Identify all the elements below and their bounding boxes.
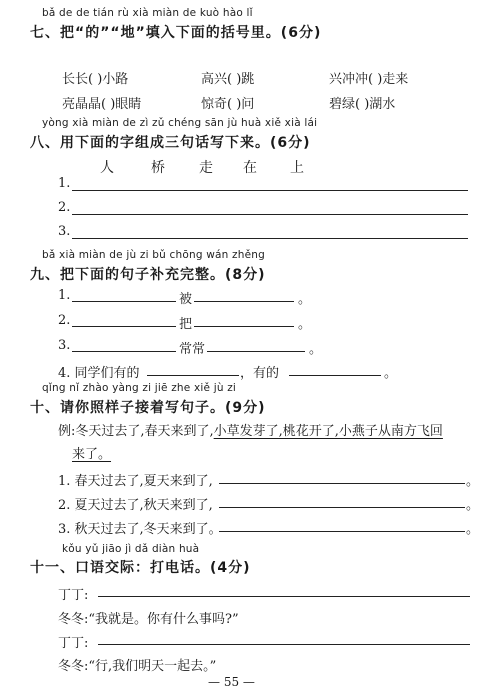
q10-example-prefix: 例:冬天过去了,春天来到了,	[58, 424, 214, 439]
q10-item-2: 2. 夏天过去了,秋天来到了,	[58, 498, 213, 513]
q10-answer-line-2[interactable]	[219, 507, 465, 508]
q10-item-3: 3. 秋天过去了,冬天来到了。	[58, 522, 222, 537]
q7-item-5: 惊奇( )问	[201, 97, 255, 112]
q8-answer-line-1[interactable]	[72, 190, 468, 191]
q8-char-1: 人	[100, 160, 114, 176]
q10-end-2: 。	[466, 498, 480, 513]
q9-num-1: 1.	[58, 288, 71, 303]
q9-num-2: 2.	[58, 313, 71, 328]
q9-word-3: 常常	[179, 342, 206, 357]
q7-heading: 七、把“的”“地”填入下面的括号里。(6分)	[30, 25, 322, 41]
q11-heading: 十一、口语交际：打电话。(4分)	[30, 560, 251, 576]
q7-pinyin: bǎ de de tián rù xià miàn de kuò hào lǐ	[42, 7, 253, 19]
q7-item-1: 长长( )小路	[62, 72, 129, 87]
q9-item-4-prefix: 4. 同学们有的	[58, 366, 140, 381]
q9-blank-1b[interactable]	[194, 301, 294, 302]
q8-num-3: 3.	[58, 224, 71, 239]
q10-example-underlined-cont: 来了。	[72, 447, 112, 462]
q10-answer-line-1[interactable]	[219, 483, 465, 484]
q8-answer-line-3[interactable]	[72, 238, 468, 239]
q11-line-4: 冬冬:“行,我们明天一起去。”	[58, 659, 217, 674]
q11-line-1-speaker: 丁丁:	[58, 588, 89, 603]
q10-end-1: 。	[466, 474, 480, 489]
q10-item-1: 1. 春天过去了,夏天来到了,	[58, 474, 213, 489]
q9-word-1: 被	[179, 292, 193, 307]
q9-blank-3b[interactable]	[207, 351, 305, 352]
q9-end-3: 。	[309, 342, 323, 357]
q10-heading: 十、请你照样子接着写句子。(9分)	[30, 400, 266, 416]
q10-example	[58, 420, 443, 439]
q11-line-3-speaker: 丁丁:	[58, 636, 89, 651]
q8-char-4: 在	[243, 160, 257, 176]
q11-line-2: 冬冬:“我就是。你有什么事吗?”	[58, 612, 239, 627]
q10-answer-line-3[interactable]	[219, 531, 465, 532]
q8-num-1: 1.	[58, 176, 71, 191]
q9-num-3: 3.	[58, 338, 71, 353]
q9-blank-3a[interactable]	[72, 351, 176, 352]
q8-char-2: 桥	[151, 160, 165, 176]
q9-word-2: 把	[179, 317, 193, 332]
q9-end-2: 。	[298, 317, 312, 332]
q8-char-3: 走	[199, 160, 213, 176]
q7-item-2: 高兴( )跳	[201, 72, 255, 87]
q9-item-4-mid: ，有的	[240, 366, 280, 381]
q10-pinyin: qǐng nǐ zhào yàng zi jiē zhe xiě jù zi	[42, 382, 237, 394]
q7-item-4: 亮晶晶( )眼睛	[62, 97, 142, 112]
q8-answer-line-2[interactable]	[72, 214, 468, 215]
q9-heading: 九、把下面的句子补充完整。(8分)	[30, 267, 266, 283]
q11-pinyin: kǒu yǔ jiāo jì dǎ diàn huà	[62, 543, 200, 555]
q8-char-5: 上	[290, 160, 304, 176]
q9-end-1: 。	[298, 292, 312, 307]
page-number: — 55 —	[208, 675, 255, 689]
q9-blank-2b[interactable]	[194, 326, 294, 327]
q8-num-2: 2.	[58, 200, 71, 215]
q7-item-3: 兴冲冲( )走来	[329, 72, 409, 87]
q9-blank-1a[interactable]	[72, 301, 176, 302]
q8-pinyin: yòng xià miàn de zì zǔ chéng sān jù huà xiě xià lái	[42, 117, 318, 129]
q9-blank-2a[interactable]	[72, 326, 176, 327]
q9-blank-4b[interactable]	[289, 375, 381, 376]
q11-answer-line-2[interactable]	[98, 644, 470, 645]
q9-pinyin: bǎ xià miàn de jù zi bǔ chōng wán zhěng	[42, 249, 265, 261]
q9-end-4: 。	[384, 366, 398, 381]
q11-answer-line-1[interactable]	[98, 596, 470, 597]
q9-blank-4a[interactable]	[147, 375, 239, 376]
q8-heading: 八、用下面的字组成三句话写下来。(6分)	[30, 135, 311, 151]
q10-example-underlined: 小草发芽了,桃花开了,小燕子从南方飞回	[213, 424, 443, 439]
q7-item-6: 碧绿( )湖水	[329, 97, 396, 112]
q10-end-3: 。	[466, 522, 480, 537]
